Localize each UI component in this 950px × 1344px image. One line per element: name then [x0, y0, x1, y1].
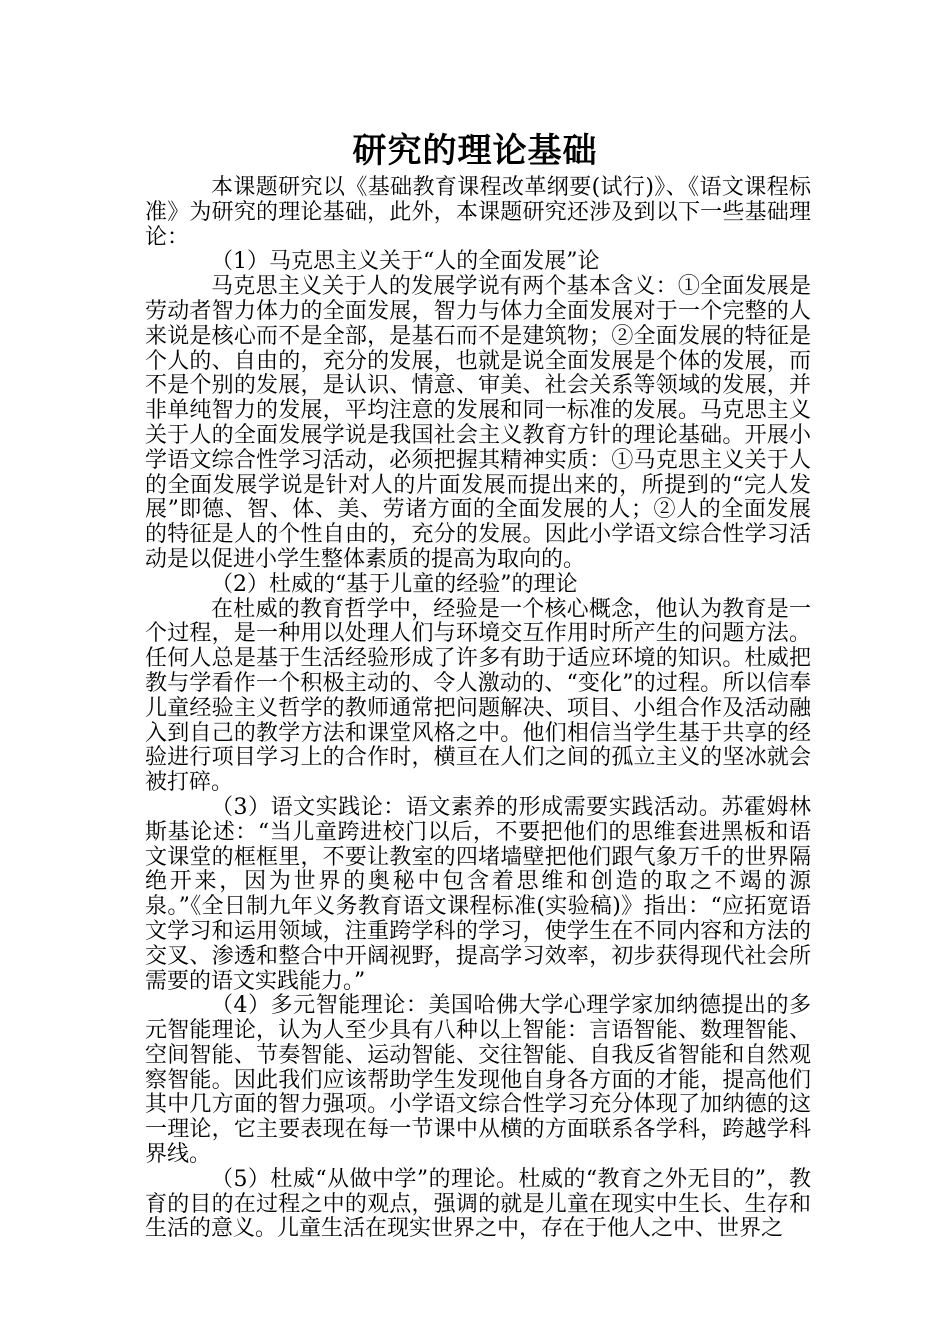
- intro-paragraph: 本课题研究以《基础教育课程改革纲要(试行)》、《语文课程标准》为研究的理论基础，此外，本课题研究还涉及到以下一些基础理论：: [145, 175, 811, 250]
- document-title: 研究的理论基础: [352, 131, 598, 171]
- section-paragraph-1: 马克思主义关于人的发展学说有两个基本含义：①全面发展是劳动者智力体力的全面发展，智力与体力全面发展对于一个完整的人来说是核心而不是全部，是基石而不是建筑物；②全面发展的特征是个人的、自由的，充分的发展，也就是说全面发展是个体的发展，而不是个别的发展，是认识、情意、审美、社会关系等领域的发展，并非单纯智力的发展，平均注意的发展和同一标准的发展。马克思主义关于人的全面发展学说是我国社会主义教育方针的理论基础。开展小学语文综合性学习活动，必须把握其精神实质：①马克思主义关于人的全面发展学说是针对人的片面发展而提出来的，所提到的“完人发展”即德、智、体、美、劳诸方面的全面发展的人；②人的全面发展的特征是人的个性自由的，充分的发展。因此小学语文综合性学习活动是以促进小学生整体素质的提高为取向的。: [145, 274, 811, 572]
- section-heading-2: （2）杜威的“基于儿童的经验”的理论: [211, 571, 578, 597]
- section-paragraph-4: （4）多元智能理论：美国哈佛大学心理学家加纳德提出的多元智能理论，认为人至少具有八种以上智能：言语智能、数理智能、空间智能、节奏智能、运动智能、交往智能、自我反省智能和自然观察智能。因此我们应该帮助学生发现他自身各方面的才能，提高他们其中几方面的智力强项。小学语文综合性学习充分体现了加纳德的这一理论，它主要表现在每一节课中从横的方面联系各学科，跨越学科界线。: [145, 993, 811, 1168]
- section-paragraph-2: 在杜威的教育哲学中，经验是一个核心概念，他认为教育是一个过程，是一种用以处理人们与环境交互作用时所产生的问题方法。任何人总是基于生活经验形成了许多有助于适应环境的知识。杜威把教与学看作一个积极主动的、令人激动的、“变化”的过程。所以信奉儿童经验主义哲学的教师通常把问题解决、项目、小组合作及活动融入到自己的教学方法和课堂风格之中。他们相信当学生基于共享的经验进行项目学习上的合作时，横亘在人们之间的孤立主义的坚冰就会被打碎。: [145, 596, 811, 796]
- section-heading-1: （1）马克思主义关于“人的全面发展”论: [211, 249, 600, 275]
- section-paragraph-5: （5）杜威“从做中学”的理论。杜威的“教育之外无目的”，教育的目的在过程之中的观点，强调的就是儿童在现实中生长、生存和生活的意义。儿童生活在现实世界之中，存在于他人之中、世界之: [145, 1166, 811, 1242]
- document-body: [145, 176, 811, 1242]
- section-paragraph-3: （3）语文实践论：语文素养的形成需要实践活动。苏霍姆林斯基论述：“当儿童跨进校门以后，不要把他们的思维套进黑板和语文课堂的框框里，不要让教室的四堵墙壁把他们跟气象万千的世界隔绝开来，因为世界的奥秘中包含着思维和创造的取之不竭的源泉。”《全日制九年义务教育语文课程标准(实验稿)》指出：“应拓宽语文学习和运用领域，注重跨学科的学习，使学生在不同内容和方法的交叉、渗透和整合中开阔视野，提高学习效率，初步获得现代社会所需要的语文实践能力。”: [145, 794, 811, 994]
